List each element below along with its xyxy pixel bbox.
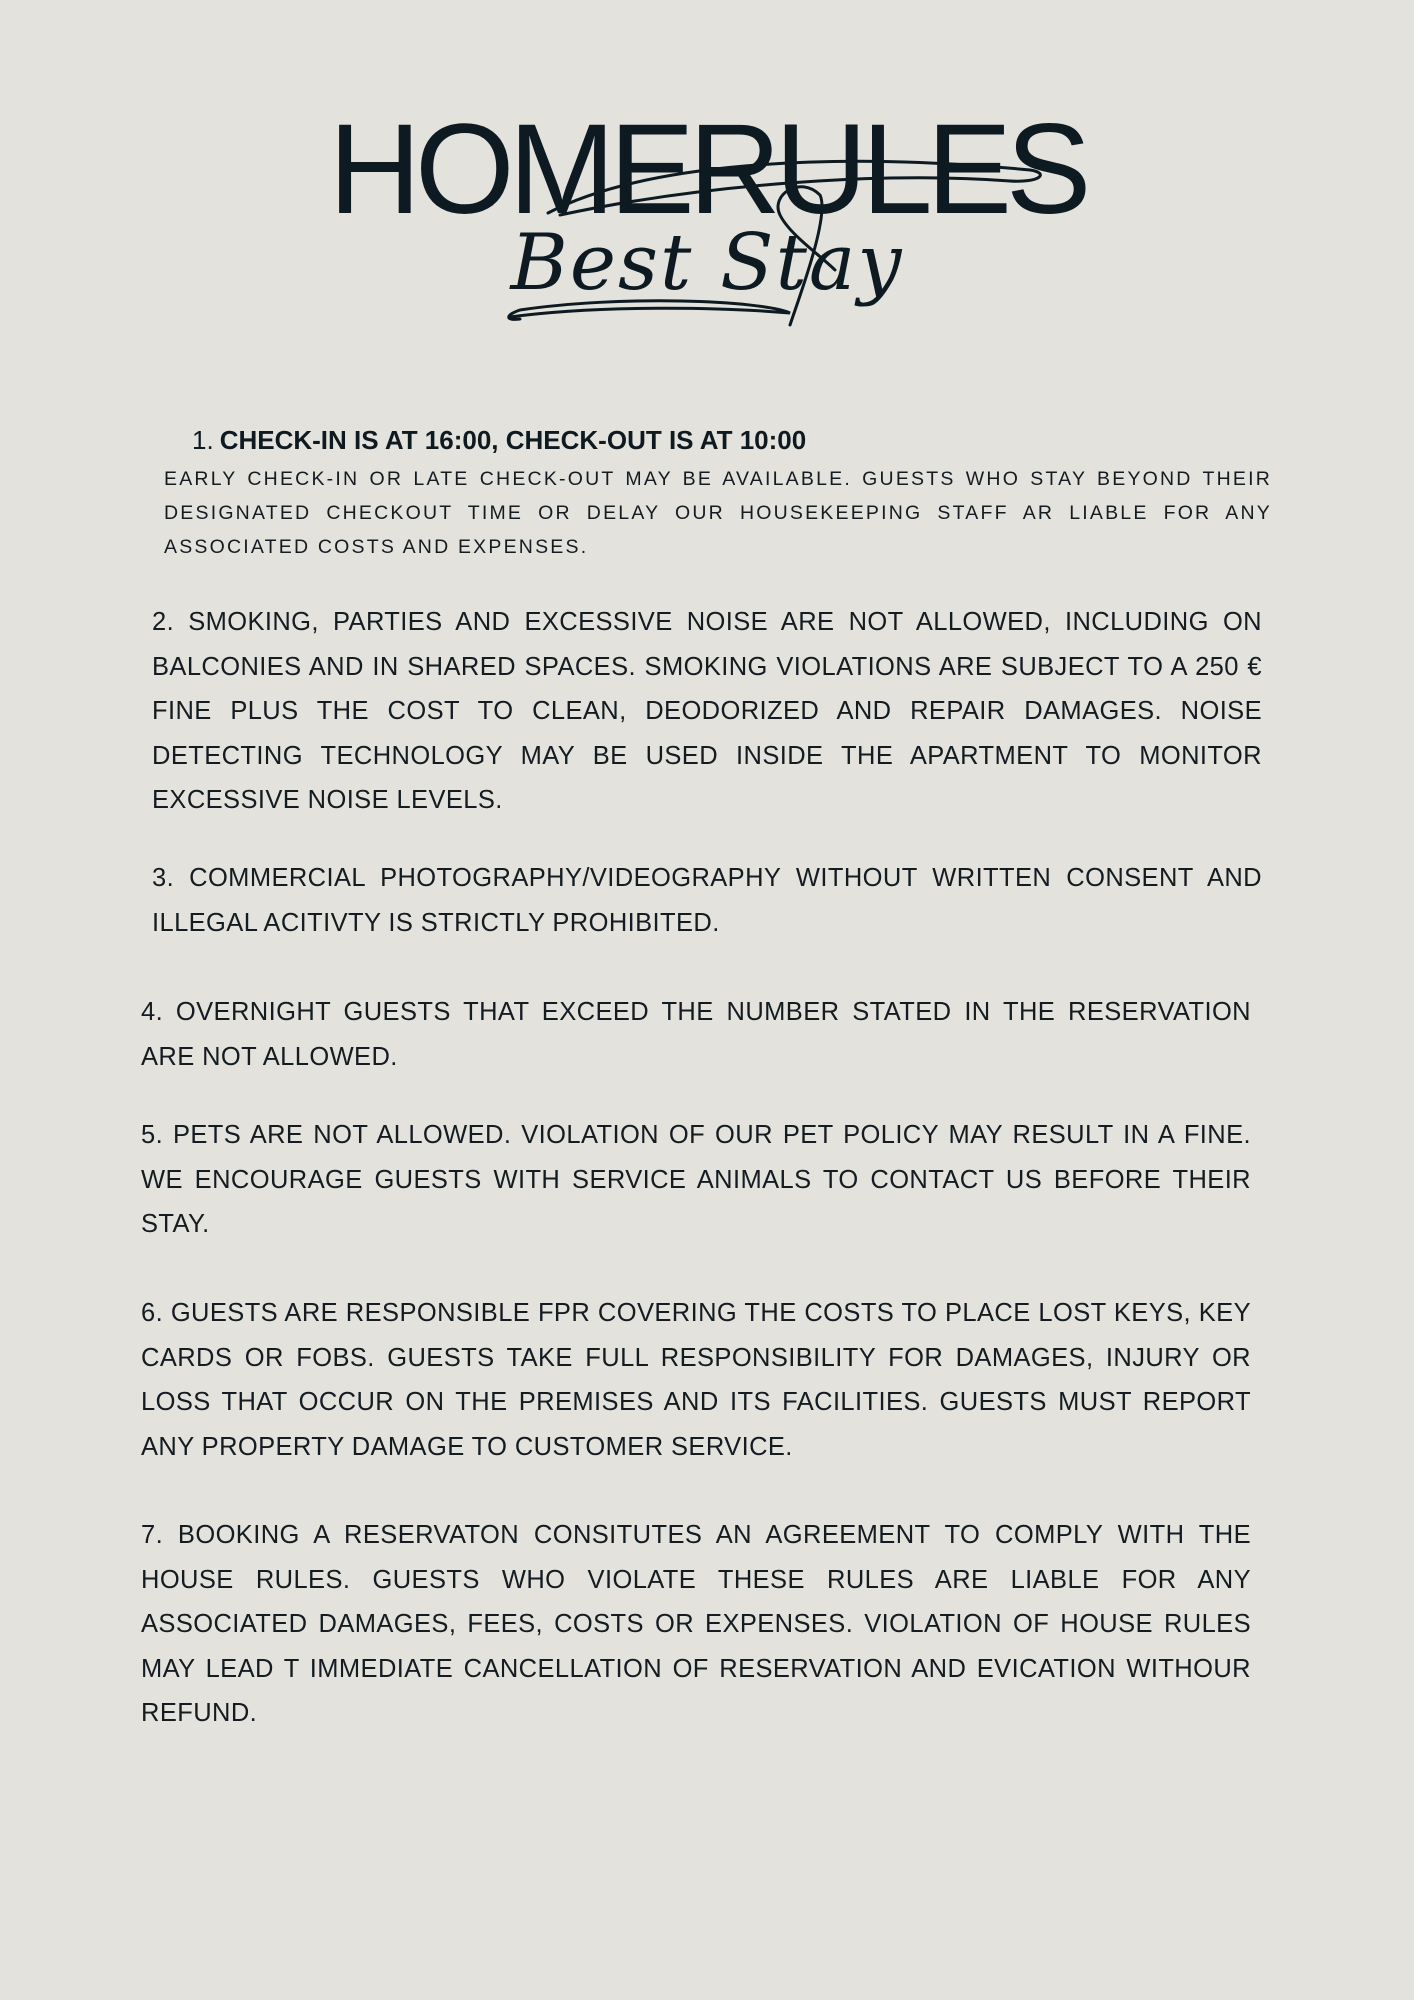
signature-flourish-icon — [0, 95, 1414, 345]
rule-6: 6. GUESTS ARE RESPONSIBLE FPR COVERING THE COSTS TO PLACE LOST KEYS, KEY CARDS OR FOBS. GUESTS TAKE FULL RESPONSIBILITY FOR DAMAGES, INJURY OR LOSS THAT OCCUR ON THE PREMISES AND ITS FACILITIES. GUESTS MUST REPORT ANY PROPERTY DAMAGE TO CUSTOMER SERVICE. — [141, 1299, 1251, 1461]
rule-7: 7. BOOKING A RESERVATON CONSITUTES AN AGREEMENT TO COMPLY WITH THE HOUSE RULES. GUESTS WHO VIOLATE THESE RULES ARE LIABLE FOR ANY ASSOCIATED DAMAGES, FEES, COSTS OR EXPENSES. VIOLATION OF HOUSE RULES MAY LEAD T IMMEDIATE CANCELLATION OF RESERVATION AND EVICATION WITHOUR REFUND. — [141, 1521, 1251, 1727]
rule-4: 4. OVERNIGHT GUESTS THAT EXCEED THE NUMBER STATED IN THE RESERVATION ARE NOT ALLOWED. — [141, 998, 1251, 1071]
rule-5: 5. PETS ARE NOT ALLOWED. VIOLATION OF OUR PET POLICY MAY RESULT IN A FINE. WE ENCOURAGE GUESTS WITH SERVICE ANIMALS TO CONTACT US BEFORE THEIR STAY. — [141, 1121, 1251, 1238]
rule-1-heading — [192, 420, 806, 460]
rule-2: 2. SMOKING, PARTIES AND EXCESSIVE NOISE ARE NOT ALLOWED, INCLUDING ON BALCONIES AND IN SHARED SPACES. SMOKING VIOLATIONS ARE SUBJECT TO A 250 € FINE PLUS THE COST TO CLEAN, DEODORIZED AND REPAIR DAMAGES. NOISE DETECTING TECHNOLOGY MAY BE USED INSIDE THE APARTMENT TO MONITOR EXCESSIVE NOISE LEVELS. — [152, 608, 1262, 814]
script-subtitle: Best Stay — [510, 218, 904, 308]
title-block — [0, 95, 1414, 345]
rule-1-number: 1. — [192, 425, 214, 455]
page-title: HOMERULES — [328, 98, 1086, 241]
rule-1-heading-text: CHECK-IN IS AT 16:00, CHECK-OUT IS AT 10:00 — [219, 425, 807, 455]
rule-3: 3. COMMERCIAL PHOTOGRAPHY/VIDEOGRAPHY WITHOUT WRITTEN CONSENT AND ILLEGAL ACITIVTY IS STRICTLY PROHIBITED. — [152, 864, 1262, 937]
rule-1-body: EARLY CHECK-IN OR LATE CHECK-OUT MAY BE AVAILABLE. GUESTS WHO STAY BEYOND THEIR DESIGNATED CHECKOUT TIME OR DELAY OUR HOUSEKEEPING STAFF AR LIABLE FOR ANY ASSOCIATED COSTS AND EXPENSES. — [164, 468, 1272, 558]
